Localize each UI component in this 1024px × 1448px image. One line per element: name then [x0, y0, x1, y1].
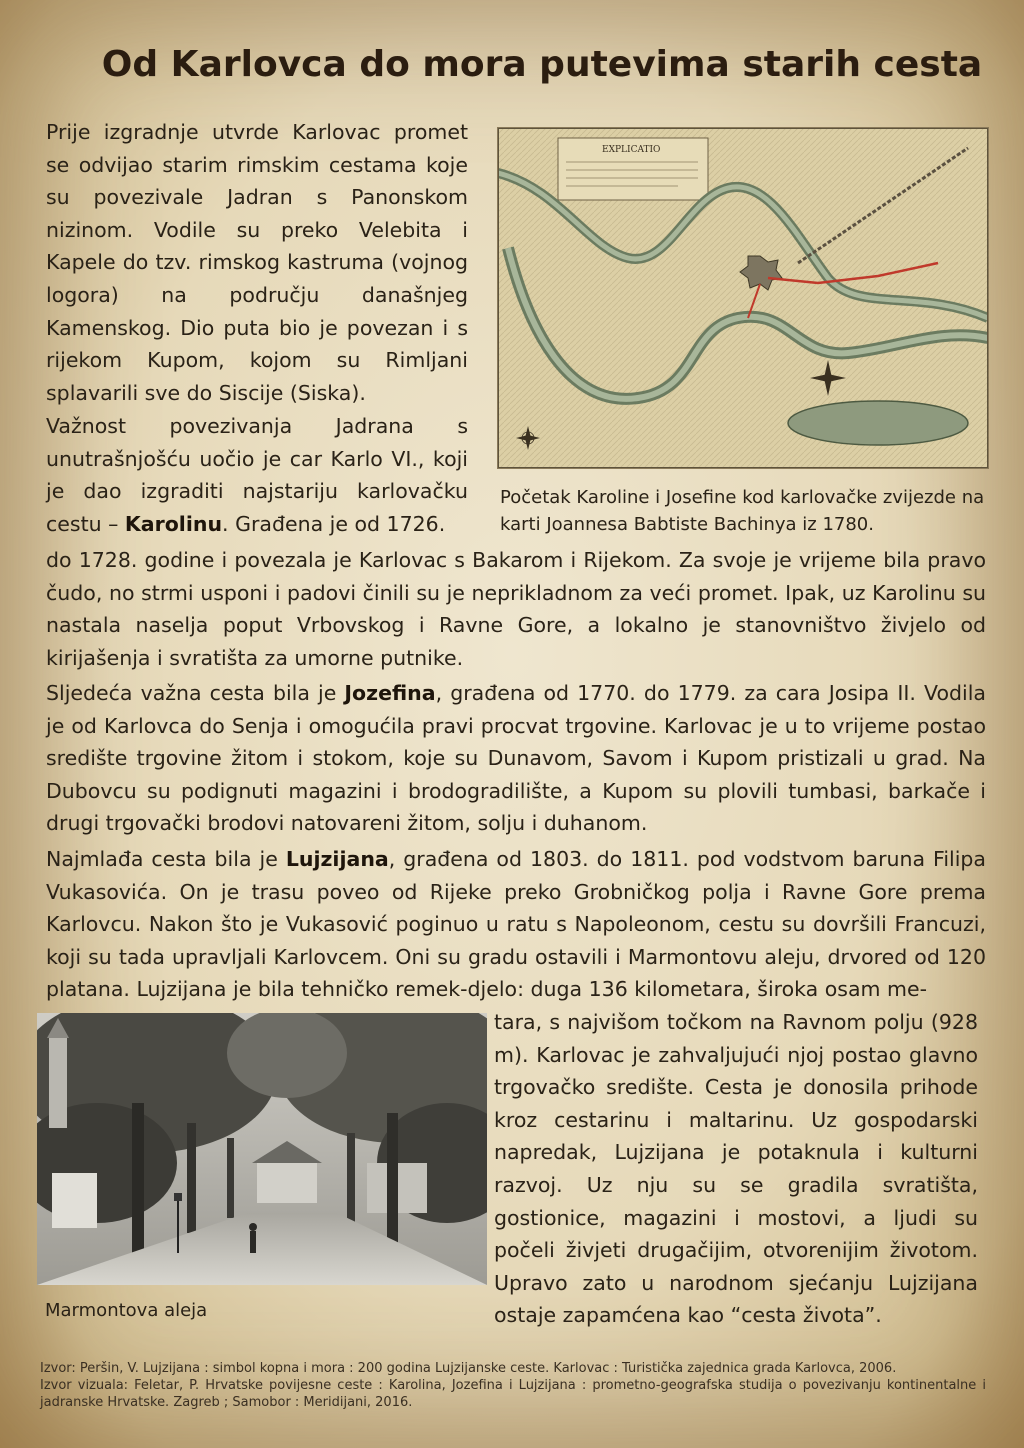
- lujzijana-intro-text: Najmlađa cesta bila je: [46, 847, 286, 871]
- paragraph-karolina-intro: [46, 410, 468, 540]
- marmontova-aleja-photo: [37, 1013, 487, 1285]
- source-text-reference: Izvor: Peršin, V. Lujzijana : simbol kopna i mora : 200 godina Lujzijanske ceste. Karlovac : Turistička zajednica grada Karlovca, 2006.: [40, 1361, 897, 1376]
- paragraph-jozefina: [46, 677, 986, 840]
- map-caption: Početak Karoline i Josefine kod karlovačke zvijezde na karti Joannesa Babtiste Bachinya iz 1780.: [500, 487, 985, 535]
- paragraph-karolina-continued: do 1728. godine i povezala je Karlovac s Bakarom i Rijekom. Za svoje je vrijeme bila pravo čudo, no strmi usponi i padovi činili su je neprikladnom za veći promet. Ipak, uz Karolinu su nastala naselja poput Vrbovskog i Ravne Gore, a lokalno je stanovništvo živjelo od kirijašenja i svratišta za umorne putnike.: [46, 548, 986, 670]
- page-title: Od Karlovca do mora putevima starih cesta: [101, 44, 983, 85]
- historic-map-image: [497, 127, 989, 469]
- paragraph-roman-roads: Prije izgradnje utvrde Karlovac promet se odvijao starim rimskim cestama koje su povezivale Jadran s Panonskom nizinom. Vodile su preko Velebita i Kapele do tzv. rimskog kastruma (vojnog logora) na području današnjeg Kamenskog. Dio puta bio je povezan i s rijekom Kupom, kojom su Rimljani splavarili sve do Siscije (Siska).: [46, 120, 468, 405]
- sources-block: [40, 1360, 986, 1411]
- map-drawing: [498, 128, 988, 468]
- karolina-intro-text: Važnost povezivanja Jadrana s unutrašnjošću uočio je car Karlo VI., koji je dao izgraditi najstariju karlovačku cestu –: [46, 414, 468, 536]
- paragraph-lujzijana-continued: tara, s najvišom točkom na Ravnom polju (928 m). Karlovac je zahvaljujući njoj postao glavno trgovačko središte. Cesta je donosila prihode kroz cestarinu i maltarinu. Uz gospodarski napredak, Lujzijana je potaknula i kulturni razvoj. Uz nju su se gradila svratišta, gostionice, magazini i mostovi, a ljudi su počeli živjeti drugačijim, otvorenijim životom. Upravo zato u narodnom sjećanju Lujzijana ostaje zapamćena kao “cesta života”.: [494, 1010, 978, 1328]
- photo-caption: Marmontova aleja: [45, 1300, 208, 1321]
- map-legend-title: EXPLICATIO: [602, 145, 661, 155]
- karolina-name: Karolinu: [124, 511, 223, 536]
- map-river-island: [788, 401, 968, 445]
- lujzijana-name: Lujzijana: [285, 847, 389, 871]
- source-visual-reference: Izvor vizuala: Feletar, P. Hrvatske povijesne ceste : Karolina, Jozefina i Lujzijana : prometno-geografska studija o povezivanju kontinentalne i jadranske Hrvatske. Zagreb ; Samobor : Meridijani, 2016.: [40, 1378, 986, 1410]
- paragraph-lujzijana: [46, 843, 986, 1006]
- jozefina-body-text: , građena od 1770. do 1779. za cara Josipa II. Vodila je od Karlovca do Senja i omogućila pravi procvat trgovine. Karlovac je u to vrijeme postao središte trgovine žitom i stokom, koje su Dunavom, Savom i Kupom pristizali u grad. Na Dubovcu su podignuti magazini i brodogradilište, a Kupom su plovili tumbasi, barkače i drugi trgovački brodovi natovareni žitom, solju i duhanom.: [46, 681, 986, 836]
- photo-drawing: [37, 1013, 487, 1285]
- jozefina-intro-text: Sljedeća važna cesta bila je: [46, 681, 345, 705]
- jozefina-name: Jozefina: [344, 681, 436, 705]
- lujzijana-body-text: , građena od 1803. do 1811. pod vodstvom baruna Filipa Vukasovića. On je trasu poveo od Rijeke preko Grobničkog polja i Ravne Gore prema Karlovcu. Nakon što je Vukasović poginuo u ratu s Napoleonom, cestu su dovršili Francuzi, koji su tada upravljali Karlovcem. Oni su gradu ostavili i Marmontovu aleju, drvored od 120 platana. Lujzijana je bila tehničko remek-djelo: duga 136 kilometara, široka osam me-: [46, 847, 986, 1002]
- karolina-intro-end: . Građena je od 1726.: [222, 511, 446, 536]
